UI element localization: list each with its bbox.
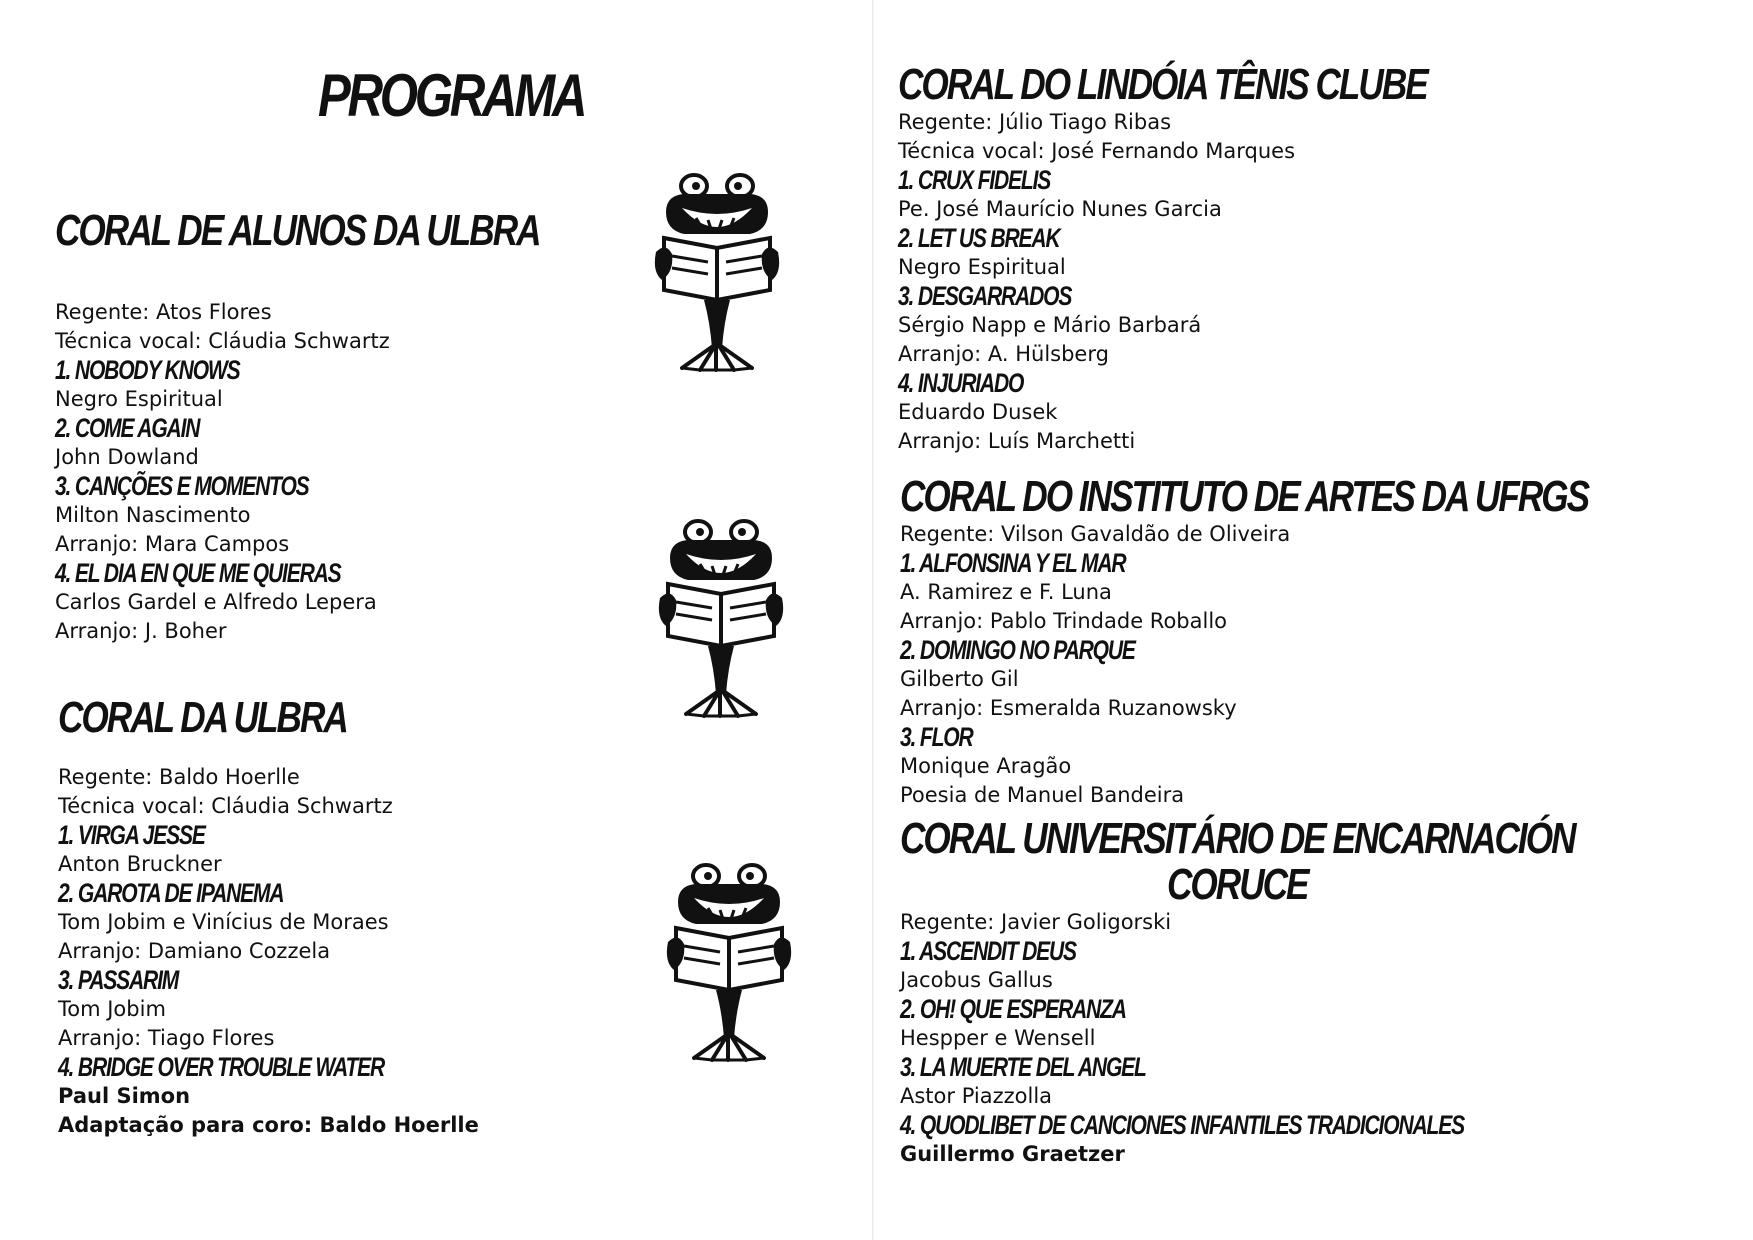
piece-credit: Pe. José Maurício Nunes Garcia (898, 197, 1222, 222)
piece-credit: Negro Espiritual (898, 255, 1066, 280)
choir-name: CORAL DO INSTITUTO DE ARTES DA UFRGS (900, 472, 1589, 521)
piece-title: 2. DOMINGO NO PARQUE (900, 635, 1135, 666)
piece-title: 4. QUODLIBET DE CANCIONES INFANTILES TRADICIONALES (900, 1110, 1464, 1141)
conductor: Regente: Javier Goligorski (900, 910, 1172, 935)
piece-credit: Negro Espiritual (55, 387, 223, 412)
piece-credit: A. Ramirez e F. Luna (900, 580, 1112, 605)
piece-title: 2. GAROTA DE IPANEMA (58, 878, 284, 909)
choir-section (900, 474, 1753, 810)
choir-name-line2: CORUCE (1166, 860, 1308, 910)
vocal-coach: Técnica vocal: Cláudia Schwartz (55, 329, 390, 354)
piece-credit: Sérgio Napp e Mário Barbará (898, 313, 1202, 338)
piece-credit: Eduardo Dusek (898, 400, 1058, 425)
vocal-coach: Técnica vocal: Cláudia Schwartz (58, 794, 393, 819)
conductor: Regente: Baldo Hoerlle (58, 765, 300, 790)
choir-section (58, 695, 479, 1140)
conductor: Regente: Atos Flores (55, 300, 272, 325)
piece-title: 3. CANÇÕES E MOMENTOS (55, 471, 309, 502)
piece-title: 1. ASCENDIT DEUS (900, 936, 1076, 967)
program-title: PROGRAMA (318, 62, 585, 129)
piece-credit: Monique Aragão (900, 754, 1072, 779)
piece-credit: Jacobus Gallus (900, 968, 1053, 993)
singing-frog-icon (664, 862, 794, 1062)
piece-title: 3. FLOR (900, 722, 973, 753)
piece-credit: Tom Jobim (58, 997, 166, 1022)
piece-credit: Milton Nascimento (55, 503, 251, 528)
singing-frog-icon (656, 518, 786, 718)
piece-credit: Arranjo: Tiago Flores (58, 1026, 275, 1051)
piece-credit: Poesia de Manuel Bandeira (900, 783, 1185, 808)
piece-title: 3. DESGARRADOS (898, 281, 1072, 312)
piece-title: 2. COME AGAIN (55, 413, 200, 444)
choir-name: CORAL DE ALUNOS DA ULBRA (55, 206, 540, 255)
piece-credit: Astor Piazzolla (900, 1084, 1053, 1109)
page-fold (872, 0, 874, 1240)
piece-title: 1. VIRGA JESSE (58, 820, 205, 851)
piece-credit: Hespper e Wensell (900, 1026, 1096, 1051)
piece-title: 3. LA MUERTE DEL ANGEL (900, 1052, 1146, 1083)
choir-section (55, 208, 661, 646)
choir-section (900, 816, 1743, 1169)
piece-credit: Adaptação para coro: Baldo Hoerlle (58, 1113, 479, 1138)
choir-name-line1: CORAL UNIVERSITÁRIO DE ENCARNACIÓN (900, 814, 1575, 863)
choir-name (900, 816, 1575, 908)
conductor: Regente: Júlio Tiago Ribas (898, 110, 1172, 135)
piece-credit: Arranjo: Mara Campos (55, 532, 290, 557)
piece-credit: Arranjo: Esmeralda Ruzanowsky (900, 696, 1237, 721)
piece-credit: Arranjo: Luís Marchetti (898, 429, 1136, 454)
piece-credit: Arranjo: A. Hülsberg (898, 342, 1109, 367)
piece-credit: Arranjo: Damiano Cozzela (58, 939, 331, 964)
piece-credit: Arranjo: J. Boher (55, 619, 227, 644)
choir-name: CORAL DA ULBRA (58, 693, 347, 742)
choir-name: CORAL DO LINDÓIA TÊNIS CLUBE (898, 60, 1427, 109)
piece-credit: Guillermo Graetzer (900, 1142, 1125, 1167)
piece-credit: Gilberto Gil (900, 667, 1019, 692)
piece-title: 4. BRIDGE OVER TROUBLE WATER (58, 1052, 385, 1083)
piece-credit: Anton Bruckner (58, 852, 222, 877)
piece-credit: Tom Jobim e Vinícius de Moraes (58, 910, 389, 935)
vocal-coach: Técnica vocal: José Fernando Marques (898, 139, 1296, 164)
piece-credit: Paul Simon (58, 1084, 191, 1109)
piece-credit: Carlos Gardel e Alfredo Lepera (55, 590, 377, 615)
piece-title: 3. PASSARIM (58, 965, 179, 996)
conductor: Regente: Vilson Gavaldão de Oliveira (900, 522, 1291, 547)
piece-title: 1. NOBODY KNOWS (55, 355, 240, 386)
piece-credit: Arranjo: Pablo Trindade Roballo (900, 609, 1228, 634)
piece-credit: John Dowland (55, 445, 199, 470)
piece-title: 4. INJURIADO (898, 368, 1024, 399)
piece-title: 2. OH! QUE ESPERANZA (900, 994, 1126, 1025)
piece-title: 1. CRUX FIDELIS (898, 165, 1051, 196)
piece-title: 4. EL DIA EN QUE ME QUIERAS (55, 558, 341, 589)
choir-section (898, 62, 1559, 456)
piece-title: 1. ALFONSINA Y EL MAR (900, 548, 1126, 579)
singing-frog-icon (652, 172, 782, 372)
piece-title: 2. LET US BREAK (898, 223, 1060, 254)
